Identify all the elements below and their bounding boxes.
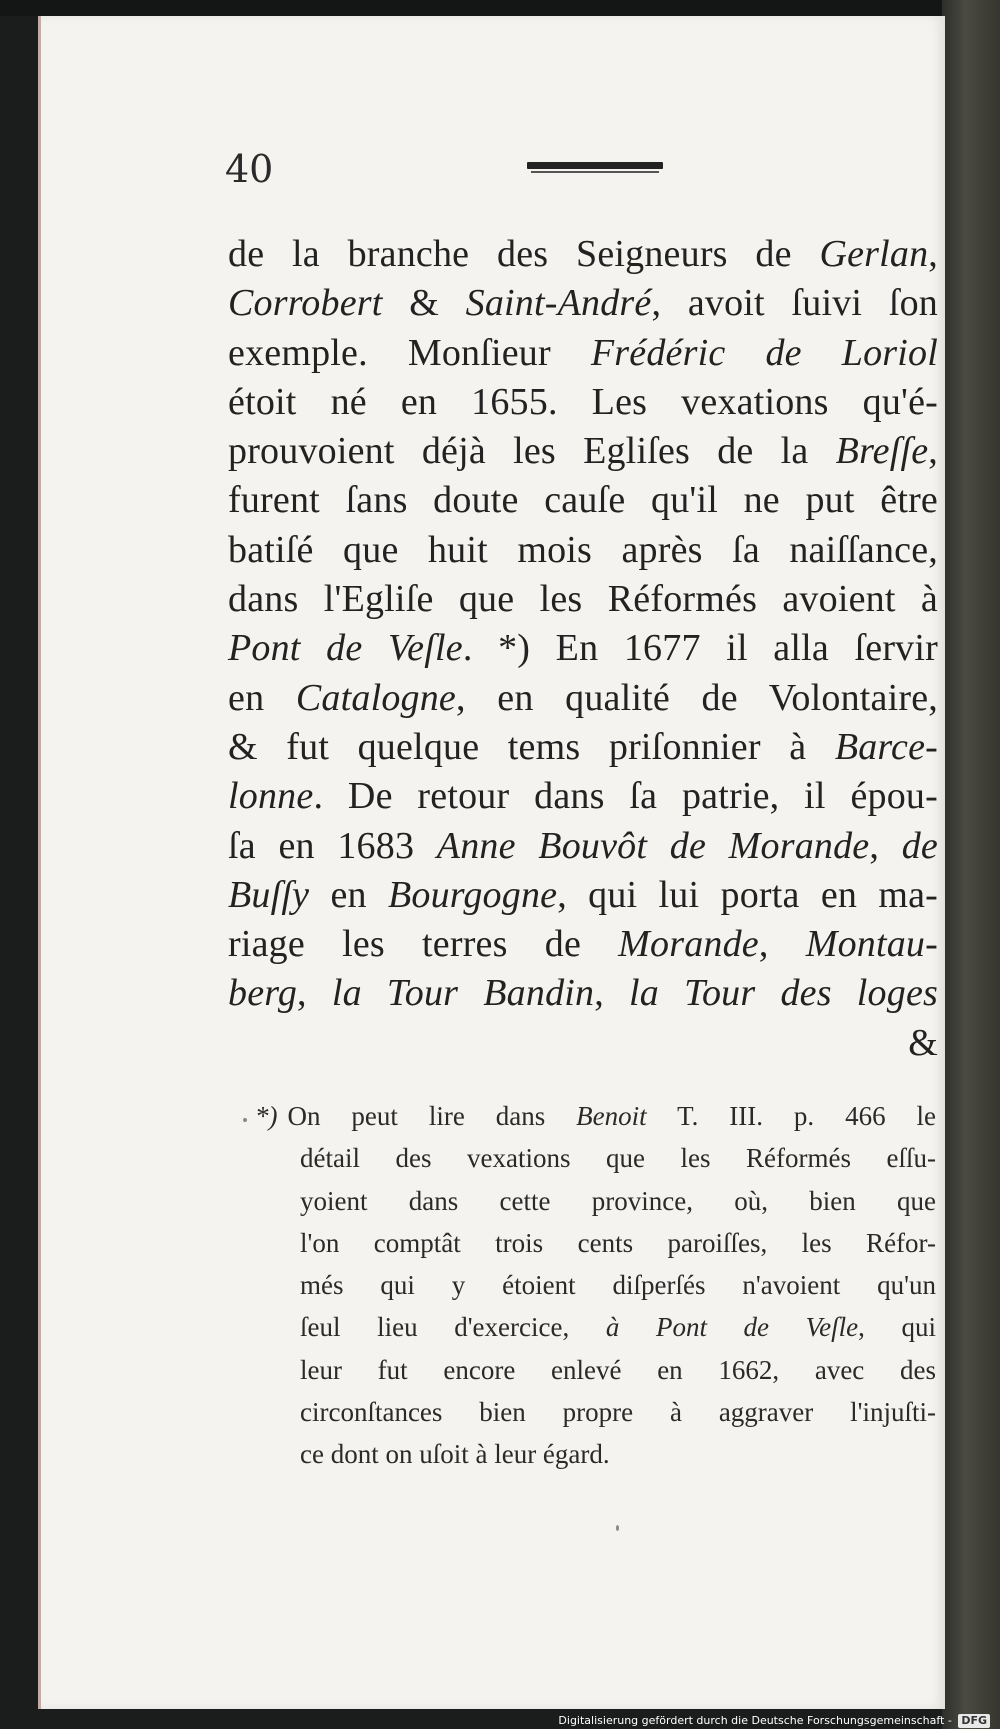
text-line: étoit né en 1655. Les vexations qu'é- <box>228 380 938 423</box>
text-line: en Catalogne, en qualité de Volontaire, <box>228 676 938 719</box>
rule-thin-bar <box>531 171 659 173</box>
footnote-line: circonſtances bien propre à aggraver l'injuſti- <box>300 1397 936 1428</box>
text-line: Buſſy en Bourgogne, qui lui porta en ma- <box>228 873 938 916</box>
text-line: berg, la Tour Bandin, la Tour des loges <box>228 972 939 1015</box>
dfg-logo: DFG <box>958 1714 990 1728</box>
text-line: riage les terres de Morande, Montau- <box>228 923 938 966</box>
footnote-first-line: *) On peut lire dans Benoit T. III. p. 466 le <box>255 1101 937 1131</box>
text-line: exemple. Monſieur Frédéric de Loriol <box>228 331 938 374</box>
paper-speck <box>243 1118 247 1122</box>
header-ornament-rule <box>527 162 663 174</box>
text-line: lonne. De retour dans ſa patrie, il épou- <box>228 775 938 818</box>
text-line: prouvoient déjà les Egliſes de la Breſſe, <box>228 430 938 473</box>
footnote-line: leur fut encore enlevé en 1662, avec des <box>300 1354 936 1385</box>
text-line: de la branche des Seigneurs de Gerlan, <box>228 233 938 275</box>
footnote-line: yoient dans cette province, où, bien que <box>300 1185 936 1216</box>
footnote-line: l'on comptât trois cents paroiſſes, les Réfor- <box>300 1227 936 1258</box>
footnote-line: détail des vexations que les Réformés eſſu- <box>300 1143 936 1174</box>
book-cover-edge <box>942 0 1000 1729</box>
text-line: & <box>908 1021 938 1064</box>
text-line: Corrobert & Saint-André, avoit ſuivi ſon <box>228 282 938 325</box>
paper-speck <box>616 1525 619 1531</box>
text-line: batiſé que huit mois après ſa naiſſance, <box>228 528 938 571</box>
text-line: furent ſans doute cauſe qu'il ne put être <box>228 479 938 522</box>
rule-thick-bar <box>527 162 663 169</box>
digitization-credit <box>558 1714 990 1728</box>
footnote-line: més qui y étoient diſperſés n'avoient qu'un <box>300 1270 936 1301</box>
text-line: ſa en 1683 Anne Bouvôt de Morande, de <box>228 824 939 867</box>
text-line: & fut quelque tems priſonnier à Barce- <box>228 725 938 768</box>
text-line: Pont de Veſle. *) En 1677 il alla ſervir <box>228 627 938 670</box>
footnote-marker: *) <box>255 1101 278 1131</box>
footnote-block <box>255 1095 937 1476</box>
credit-text: Digitalisierung gefördert durch die Deutsche Forschungsgemeinschaft - <box>558 1714 952 1727</box>
footnote-line: ſeul lieu d'exercice, à Pont de Veſle, qui <box>300 1312 936 1343</box>
footnote-line: ce dont on uſoit à leur égard. <box>300 1439 610 1470</box>
scan-top-edge <box>0 0 1000 16</box>
text-line: dans l'Egliſe que les Réformés avoient à <box>228 578 938 621</box>
main-text-block <box>228 230 938 1068</box>
page-number: 40 <box>225 147 274 191</box>
